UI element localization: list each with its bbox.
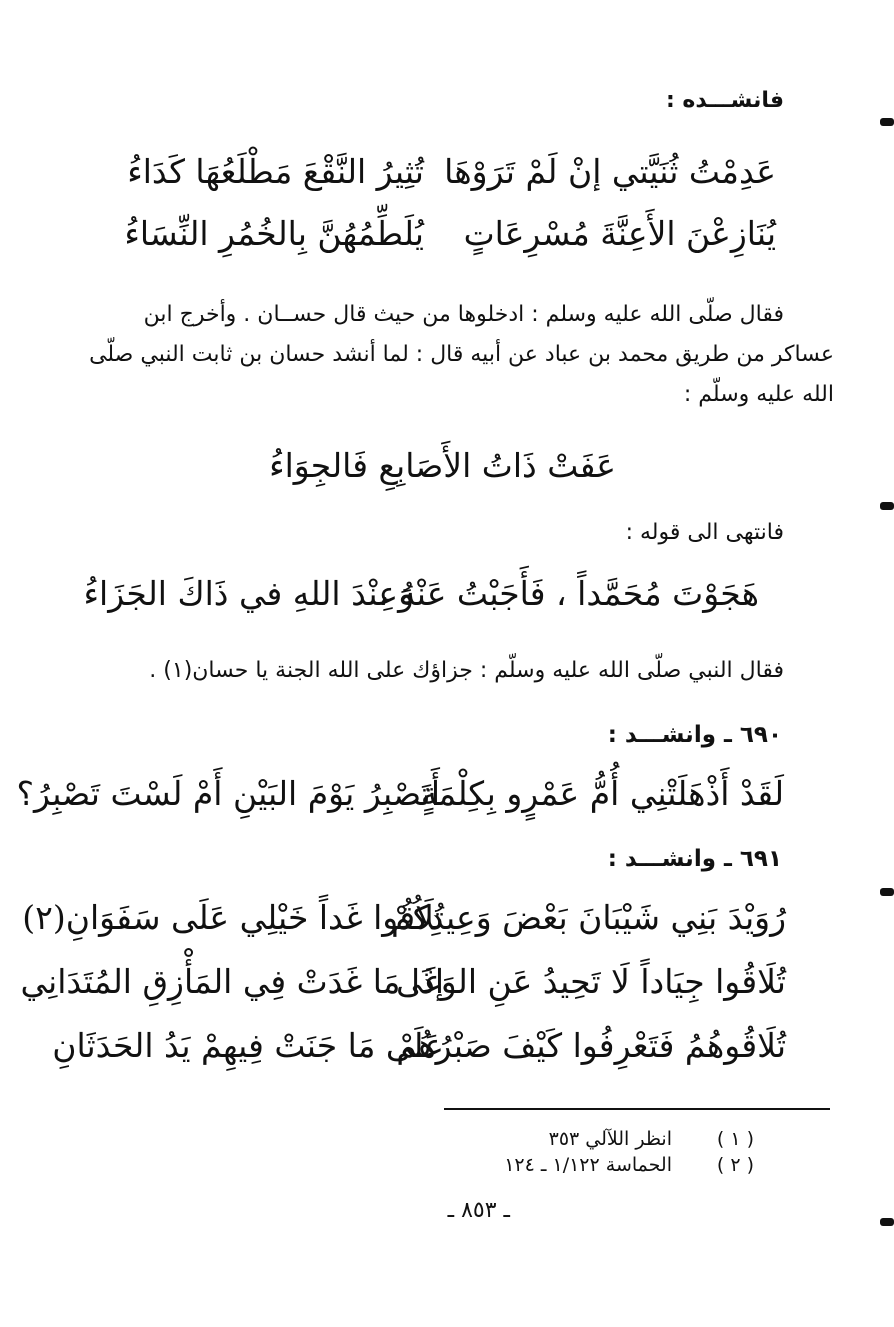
- single-verse: عَفَتْ ذَاتُ الأَصَابِعِ فَالجِوَاءُ: [269, 446, 616, 485]
- footnote-separator: [444, 1108, 830, 1110]
- poem1-verse2-first: يُنَازِعْنَ الأَعِنَّةَ مُسْرِعَاتٍ: [463, 214, 776, 253]
- poem1-verse2-second: يُلَطِّمُهُنَّ بِالخُمُرِ النِّسَاءُ: [124, 214, 424, 253]
- section691-verse3-first: تُلَاقُوهُمُ فَتَعْرِفُوا كَيْفَ صَبْرُهُمْ: [396, 1026, 786, 1065]
- footnote-1-number: ( ١ ): [716, 1128, 754, 1150]
- section690-verse-second: أَتَصْبِرُ يَوْمَ البَيْنِ أَمْ لَسْتَ تَصْبِرُ؟: [16, 774, 440, 813]
- margin-mark: [880, 888, 894, 896]
- section690-heading: ٦٩٠ ـ وانشـــد :: [607, 722, 782, 748]
- prose1-line3: الله عليه وسلّم :: [683, 382, 834, 407]
- section690-verse-first: لَقَدْ أَذْهَلَتْنِي أُمُّ عَمْرٍو بِكِلْمَةٍ: [420, 774, 784, 813]
- footnote-1-text: انظر اللآلي ٣٥٣: [548, 1128, 672, 1150]
- section691-verse1-first: رُوَيْدَ بَنِي شَيْبَانَ بَعْضَ وَعِيدِكُمْ: [391, 898, 786, 937]
- ending-label: فانتهى الى قوله :: [625, 520, 784, 545]
- margin-mark: [880, 118, 894, 126]
- intro-label: فانشـــده :: [665, 88, 784, 113]
- poem1-verse1-first: عَدِمْتُ ثُنَيَّتي إنْ لَمْ تَرَوْهَا: [444, 152, 776, 191]
- section691-verse3-second: عَلَى مَا جَنَتْ فِيهِمْ يَدُ الحَدَثَانِ: [52, 1026, 444, 1065]
- section691-verse1-second: تُلَاقُوا غَداً خَيْلِي عَلَى سَفَوَانِ(٢): [22, 898, 444, 937]
- prose2: فقال النبي صلّى الله عليه وسلّم : جزاؤك على الله الجنة يا حسان(١) .: [149, 658, 784, 683]
- prose1-line1: فقال صلّى الله عليه وسلم : ادخلوها من حيث قال حســان . وأخرج ابن: [143, 302, 784, 327]
- section691-verse2-first: تُلَاقُوا جِيَاداً لَا تَحِيدُ عَنِ الوَغَى: [395, 962, 786, 1001]
- footnote-2-text: الحماسة ١/١٢٢ ـ ١٢٤: [504, 1154, 672, 1176]
- section691-heading: ٦٩١ ـ وانشـــد :: [607, 846, 782, 872]
- page-number: ـ ٨٥٣ ـ: [447, 1198, 510, 1223]
- section691-verse2-second: إذَا مَا غَدَتْ فِي المَأْزِقِ المُتَدَانِي: [20, 962, 444, 1001]
- margin-mark: [880, 502, 894, 510]
- footnote-2-number: ( ٢ ): [716, 1154, 754, 1176]
- margin-mark: [880, 1218, 894, 1226]
- prose1-line2: عساكر من طريق محمد بن عباد عن أبيه قال : لما أنشد حسان بن ثابت النبي صلّى: [89, 342, 834, 367]
- poem1-verse1-second: تُثِيرُ النَّقْعَ مَطْلَعُهَا كَدَاءُ: [127, 152, 424, 191]
- poem2-second: وَعِنْدَ اللهِ في ذَاكَ الجَزَاءُ: [83, 574, 414, 613]
- poem2-first: هَجَوْتَ مُحَمَّداً ، فَأَجَبْتُ عَنْهُ ،: [377, 574, 759, 613]
